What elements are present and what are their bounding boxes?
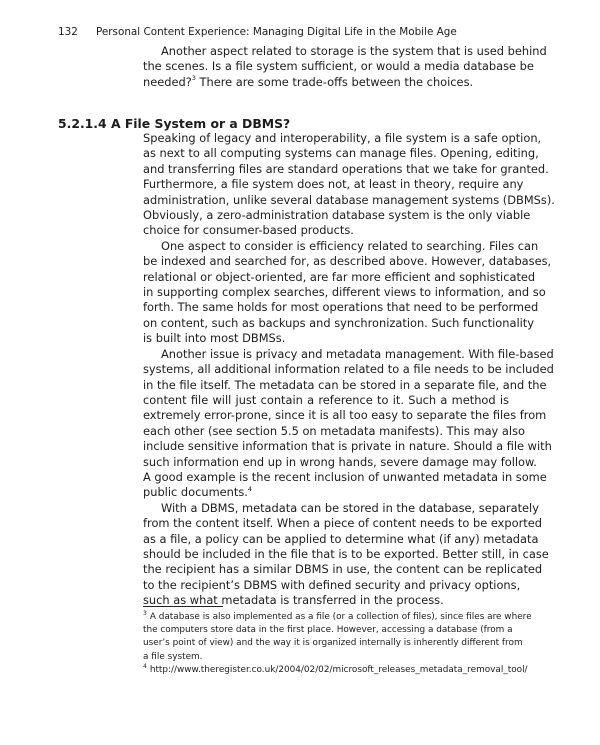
text-line: to the recipient’s DBMS with defined security and privacy options, xyxy=(143,577,521,592)
text-line: administration, unlike several database management systems (DBMSs). xyxy=(143,192,555,207)
intro-line xyxy=(143,75,509,90)
footnote-divider xyxy=(143,606,223,607)
section-body xyxy=(143,131,555,609)
section-title: A File System or a DBMS? xyxy=(110,116,291,131)
section-heading xyxy=(58,116,290,131)
intro-text: needed? xyxy=(143,74,192,89)
footnote-3 xyxy=(143,610,532,664)
text-line: relational or object-oriented, are far more efficient and sophisticated xyxy=(143,269,536,284)
text-line: systems, all additional information related to a file needs to be included xyxy=(143,362,554,377)
intro-text: There are some trade-offs between the choices. xyxy=(195,74,474,89)
footnote-url-link[interactable]: http://www.theregister.co.uk/2004/02/02/microsoft_releases_metadata_removal_tool/ xyxy=(149,664,528,675)
section-number: 5.2.1.4 xyxy=(58,116,107,131)
footnote-line: user’s point of view) and the way it is organized internally is inherently different from xyxy=(143,638,523,649)
text-line: Another issue is privacy and metadata management. With file-based xyxy=(161,346,554,361)
text-line: choice for consumer-based products. xyxy=(143,223,354,238)
text-fragment: public documents. xyxy=(143,485,248,500)
footnote-mark: 3 xyxy=(143,610,147,618)
text-line: on content, such as backups and synchronization. Such functionality xyxy=(143,315,535,330)
footnote-text: A database is also implemented as a file (or a collection of files), since files are where xyxy=(149,612,532,622)
intro-paragraph xyxy=(143,44,547,90)
footnote-mark: 4 xyxy=(143,662,147,670)
text-line: such as what metadata is transferred in the process. xyxy=(143,593,444,608)
text-line: Speaking of legacy and interoperability, a file system is a safe option, xyxy=(143,131,542,145)
footnote-line xyxy=(143,610,532,624)
intro-line: Another aspect related to storage is the system that is used behind xyxy=(161,44,547,58)
footnote-ref-3[interactable]: 3 xyxy=(191,74,196,83)
text-line: is built into most DBMSs. xyxy=(143,331,286,346)
footnotes xyxy=(143,610,532,677)
text-line: in supporting complex searches, different views to information, and so xyxy=(143,285,546,300)
text-line: the recipient has a similar DBMS in use, the content can be replicated xyxy=(143,562,543,577)
text-line: from the content itself. When a piece of content needs to be exported xyxy=(143,516,542,531)
text-line: content file will just contain a reference to it. Such a method is xyxy=(143,392,509,407)
text-line: Obviously, a zero-administration database system is the only viable xyxy=(143,208,531,223)
text-line xyxy=(143,485,509,500)
text-line: A good example is the recent inclusion of unwanted metadata in some xyxy=(143,469,547,484)
text-line: each other (see section 5.5 on metadata manifests). This may also xyxy=(143,423,525,438)
paragraph-1 xyxy=(143,131,555,239)
text-line: One aspect to consider is efficiency related to searching. Files can xyxy=(161,238,539,253)
footnote-line xyxy=(143,662,528,677)
text-line: be indexed and searched for, as described above. However, databases, xyxy=(143,254,552,269)
book-title: Personal Content Experience: Managing Digital Life in the Mobile Age xyxy=(96,26,457,38)
paragraph-4 xyxy=(143,500,549,609)
text-line: as a file, a policy can be applied to determine what (if any) metadata xyxy=(143,531,539,546)
footnote-line: a file system. xyxy=(143,651,203,662)
text-line: and transferring files are standard operations that we take for granted. xyxy=(143,161,549,176)
footnote-4 xyxy=(143,662,528,677)
intro-line: the scenes. Is a file system sufficient, or would a media database be xyxy=(143,59,534,74)
text-line: as next to all computing systems can manage files. Opening, editing, xyxy=(143,146,539,161)
footnote-ref-4[interactable]: 4 xyxy=(247,484,253,493)
text-line: Furthermore, a file system does not, at least in theory, require any xyxy=(143,177,524,192)
text-line: such information end up in wrong hands, severe damage may follow. xyxy=(143,454,537,469)
text-line: With a DBMS, metadata can be stored in the database, separately xyxy=(161,500,539,515)
text-line: should be included in the file that is to be exported. Better still, in case xyxy=(143,546,549,561)
footnote-line: the computers store data in the first place. However, accessing a database (from a xyxy=(143,625,513,636)
text-line: in the file itself. The metadata can be stored in a separate file, and the xyxy=(143,377,547,392)
text-line: forth. The same holds for most operations that need to be performed xyxy=(143,300,539,315)
running-head xyxy=(58,26,457,38)
paragraph-2 xyxy=(143,238,552,347)
text-line: include sensitive information that is private in nature. Should a file with xyxy=(143,439,552,454)
text-line: extremely error-prone, since it is all too easy to separate the files from xyxy=(143,408,547,423)
paragraph-3 xyxy=(143,346,554,501)
page-number: 132 xyxy=(58,26,78,38)
